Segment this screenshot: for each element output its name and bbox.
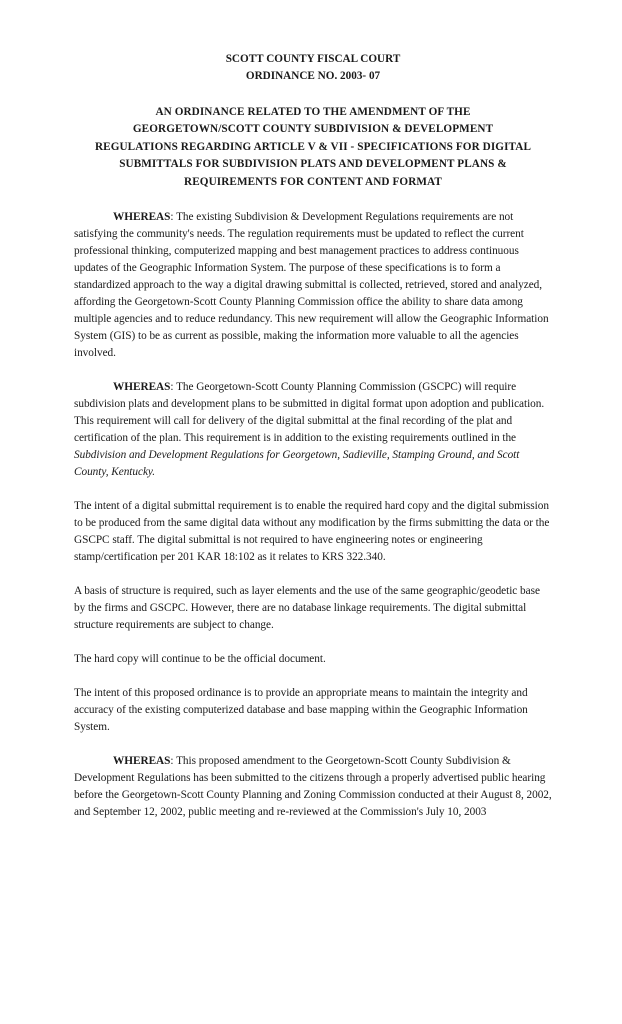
regulations-title-italic: Subdivision and Development Regulations for Georgetown, Sadieville, Stamping Ground, and Scott County, Kentucky. (74, 449, 520, 479)
title-line: REQUIREMENTS FOR CONTENT AND FORMAT (184, 175, 442, 188)
ordinance-intent-paragraph: The intent of this proposed ordinance is to provide an appropriate means to maintain the integrity and accuracy of the existing computerized database and base mapping within the Geographic Information System. (74, 687, 528, 734)
ordinance-number: ORDINANCE NO. 2003- 07 (245, 70, 381, 82)
whereas-paragraph-3 (74, 753, 552, 821)
ordinance-title (74, 104, 552, 191)
whereas-lead: WHEREAS (113, 381, 171, 394)
title-line: SUBMITTALS FOR SUBDIVISION PLATS AND DEVELOPMENT PLANS & (119, 158, 507, 171)
whereas-paragraph-1 (74, 209, 552, 362)
structure-paragraph: A basis of structure is required, such as layer elements and the use of the same geographic/geodetic base by the firms and GSCPC. However, there are no database linkage requirements. The digital submittal structure requirements are subject to change. (74, 585, 540, 632)
title-line: GEORGETOWN/SCOTT COUNTY SUBDIVISION & DEVELOPMENT (132, 123, 494, 136)
title-line: REGULATIONS REGARDING ARTICLE V & VII - SPECIFICATIONS FOR DIGITAL (94, 140, 532, 153)
whereas-lead: WHEREAS (113, 755, 171, 768)
whereas-lead: WHEREAS (113, 211, 171, 224)
paragraph-text: : This proposed amendment to the Georgetown-Scott County Subdivision & Development Regulations has been submitted to the citizens through a properly advertised public hearing before the Georgetown-Scott County Planning and Zoning Commission conducted at their August 8, 2002, and September 12, 2002, public meeting and re-reviewed at the Commission's July 10, 2003 (74, 755, 552, 819)
court-name: SCOTT COUNTY FISCAL COURT (225, 53, 401, 65)
title-line: AN ORDINANCE RELATED TO THE AMENDMENT OF THE (155, 106, 471, 118)
hard-copy-paragraph: The hard copy will continue to be the official document. (74, 653, 326, 666)
intent-paragraph: The intent of a digital submittal requirement is to enable the required hard copy and the digital submission to be produced from the same digital data without any modification by the firms submitting the data or the GSCPC staff. The digital submittal is not required to have engineering notes or engineering stamp/certification per 201 KAR 18:102 as it relates to KRS 322.340. (74, 500, 550, 564)
whereas-paragraph-2 (74, 379, 552, 481)
document-header (74, 51, 552, 85)
document-page (74, 0, 552, 821)
paragraph-text: : The Georgetown-Scott County Planning Commission (GSCPC) will require subdivision plats and development plans to be submitted in digital format upon adoption and publication. This requirement will call for delivery of the digital submittal at the final recording of the plat and certification of the plan. This requirement is in addition to the existing requirements outlined in the (74, 381, 545, 445)
paragraph-text: : The existing Subdivision & Development Regulations requirements are not satisfying the community's needs. The regulation requirements must be updated to reflect the current professional thinking, computerized mapping and best management practices to address continuous updates of the Geographic Information System. The purpose of these specifications is to form a standardized approach to the way a digital drawing submittal is collected, retrieved, stored and analyzed, affording the Georgetown-Scott County Planning Commission office the ability to share data among multiple agencies and to reduce redundancy. This new requirement will allow the Geographic Information System (GIS) to be as current as possible, making the information more valuable to all the agencies involved. (74, 211, 549, 360)
